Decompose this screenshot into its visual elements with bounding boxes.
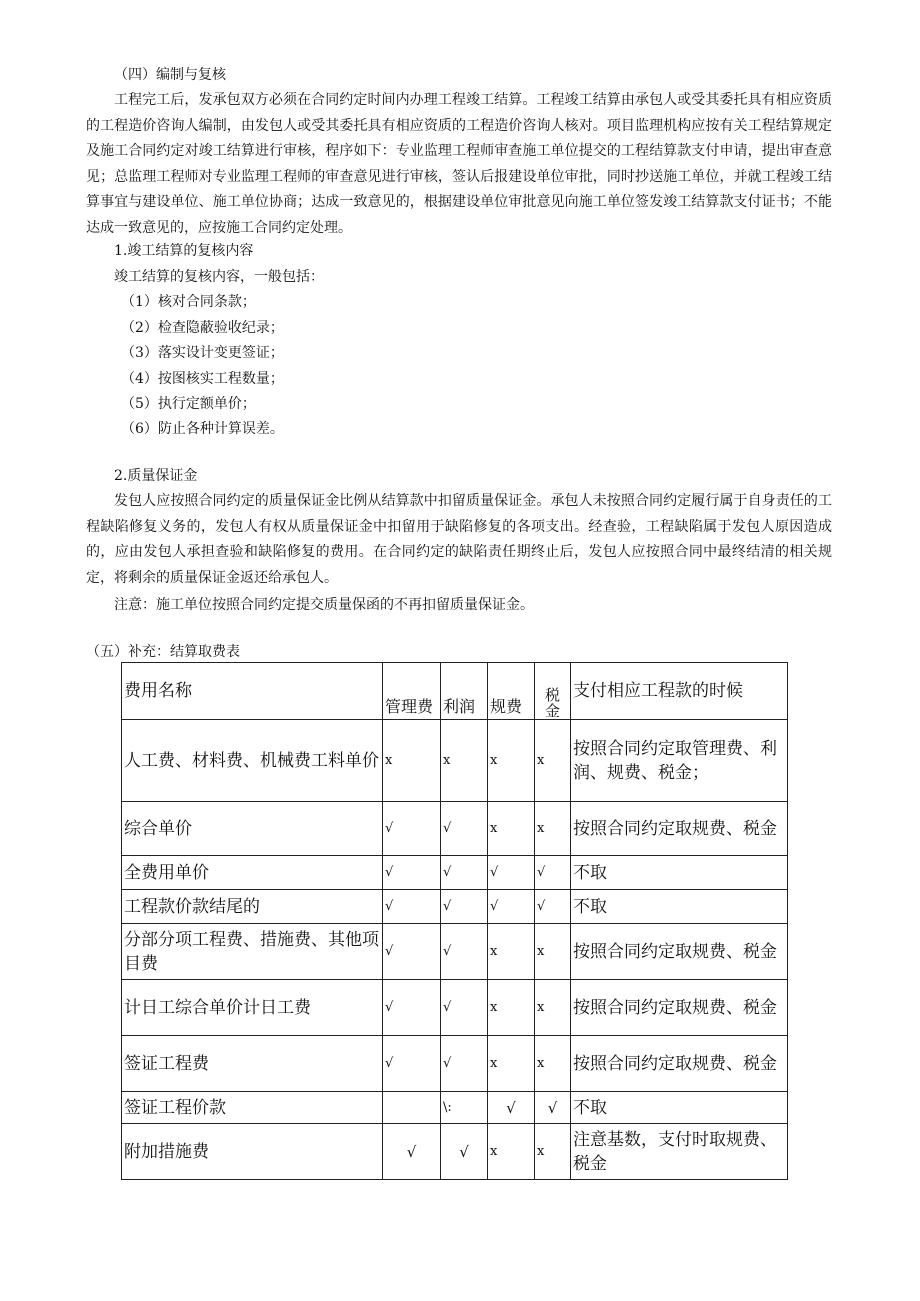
row-fee-name: 综合单价 (122, 802, 383, 856)
cell-regulatory: √ (488, 856, 535, 890)
cell-payment: 不取 (571, 890, 788, 924)
cell-payment: 按照合同约定取管理费、利润、规费、税金； (571, 720, 788, 802)
subheading-review-content: 1.竣工结算的复核内容 (114, 243, 254, 259)
review-item: （4）按图核实工程数量； (121, 371, 284, 387)
cell-tax: x (535, 720, 571, 802)
cell-tax: x (535, 1124, 571, 1180)
cell-payment: 按照合同约定取规费、税金 (571, 980, 788, 1036)
section-heading-compile-review: （四）编制与复核 (114, 67, 226, 83)
cell-tax: x (535, 1036, 571, 1092)
review-item: （2）检查隐蔽验收纪录； (121, 320, 284, 336)
cell-management: √ (383, 890, 441, 924)
cell-profit: x (441, 720, 488, 802)
table-row (122, 924, 788, 980)
table-row (122, 980, 788, 1036)
cell-tax: x (535, 802, 571, 856)
row-fee-name: 签证工程价款 (122, 1092, 383, 1124)
cell-management: √ (383, 1036, 441, 1092)
paragraph-quality-deposit: 发包人应按照合同约定的质量保证金比例从结算款中扣留质量保证金。承包人未按照合同约定履行属于自身责任的工程缺陷修复义务的，发包人有权从质量保证金中扣留用于缺陷修复的各项支出。经查验，工程缺陷属于发包人原因造成的，应由发包人承担查验和缺陷修复的费用。在合同约定的缺陷责任期终止后，发包人应按照合同中最终结清的相关规定，将剩余的质量保证金返还给承包人。 (86, 493, 832, 586)
table-row (122, 1092, 788, 1124)
row-fee-name: 分部分项工程费、措施费、其他项目费 (122, 924, 383, 980)
cell-tax: √ (535, 856, 571, 890)
cell-payment: 按照合同约定取规费、税金 (571, 924, 788, 980)
row-fee-name: 签证工程费 (122, 1036, 383, 1092)
cell-profit: √ (441, 980, 488, 1036)
review-item: （1）核对合同条款； (121, 294, 256, 310)
row-fee-name: 计日工综合单价计日工费 (122, 980, 383, 1036)
cell-management: √ (383, 924, 441, 980)
cell-payment: 按照合同约定取规费、税金 (571, 1036, 788, 1092)
cell-regulatory: x (488, 924, 535, 980)
row-fee-name: 人工费、材料费、机械费工料单价 (122, 720, 383, 802)
row-fee-name: 附加措施费 (122, 1124, 383, 1180)
cell-regulatory: x (488, 720, 535, 802)
cell-profit: √ (441, 802, 488, 856)
row-fee-name: 全费用单价 (122, 856, 383, 890)
review-content-lead: 竣工结算的复核内容，一般包括： (114, 269, 324, 285)
review-item: （6）防止各种计算误差。 (121, 421, 284, 437)
table-row (122, 1036, 788, 1092)
cell-management: √ (383, 980, 441, 1036)
cell-management: √ (383, 856, 441, 890)
cell-payment: 注意基数，支付时取规费、税金 (571, 1124, 788, 1180)
table-row (122, 856, 788, 890)
header-regulatory-fee: 规费 (488, 663, 535, 720)
cell-management (383, 1092, 441, 1124)
header-tax (535, 663, 571, 720)
fee-table (121, 662, 788, 1180)
review-item: （5）执行定额单价； (121, 396, 256, 412)
header-tax-text: 税金 (544, 686, 560, 720)
cell-profit: √ (441, 924, 488, 980)
cell-payment: 不取 (571, 856, 788, 890)
cell-regulatory: √ (488, 890, 535, 924)
cell-management: √ (383, 802, 441, 856)
cell-tax: x (535, 924, 571, 980)
note-line: 注意：施工单位按照合同约定提交质量保函的不再扣留质量保证金。 (114, 597, 534, 613)
paragraph-settlement-intro: 工程完工后，发承包双方必须在合同约定时间内办理工程竣工结算。工程竣工结算由承包人或受其委托具有相应资质的工程造价咨询人编制，由发包人或受其委托具有相应资质的工程造价咨询人核对。项目监理机构应按有关工程结算规定及施工合同约定对竣工结算进行审核，程序如下：专业监理工程师审查施工单位提交的工程结算款支付申请，提出审查意见；总监理工程师对专业监理工程师的审查意见进行审核，签认后报建设单位审批，同时抄送施工单位，并就工程竣工结算事宜与建设单位、施工单位协商；达成一致意见的，根据建设单位审批意见向施工单位签发竣工结算款支付证书；不能达成一致意见的，应按施工合同约定处理。 (86, 92, 832, 236)
cell-profit: √ (441, 856, 488, 890)
header-payment-timing: 支付相应工程款的时候 (571, 663, 788, 720)
cell-management: √ (383, 1124, 441, 1180)
cell-profit: √ (441, 890, 488, 924)
table-row (122, 890, 788, 924)
cell-regulatory: x (488, 980, 535, 1036)
header-profit: 利润 (441, 663, 488, 720)
table-header-row (122, 663, 788, 720)
header-management-fee: 管理费 (383, 663, 441, 720)
row-fee-name: 工程款价款结尾的 (122, 890, 383, 924)
section-heading-fee-table: （五）补充：结算取费表 (86, 644, 240, 660)
cell-regulatory: x (488, 802, 535, 856)
subheading-quality-deposit: 2.质量保证金 (114, 468, 198, 484)
cell-tax: x (535, 980, 571, 1036)
cell-profit: √ (441, 1036, 488, 1092)
cell-tax: √ (535, 890, 571, 924)
cell-profit: √ (441, 1124, 488, 1180)
cell-profit: \: (441, 1092, 488, 1124)
cell-tax: √ (535, 1092, 571, 1124)
table-row (122, 1124, 788, 1180)
cell-management: x (383, 720, 441, 802)
cell-payment: 按照合同约定取规费、税金 (571, 802, 788, 856)
cell-regulatory: √ (488, 1092, 535, 1124)
cell-regulatory: x (488, 1036, 535, 1092)
review-item: （3）落实设计变更签证； (121, 345, 284, 361)
table-row (122, 802, 788, 856)
table-row (122, 720, 788, 802)
cell-payment: 不取 (571, 1092, 788, 1124)
cell-regulatory: x (488, 1124, 535, 1180)
header-fee-name: 费用名称 (122, 663, 383, 720)
